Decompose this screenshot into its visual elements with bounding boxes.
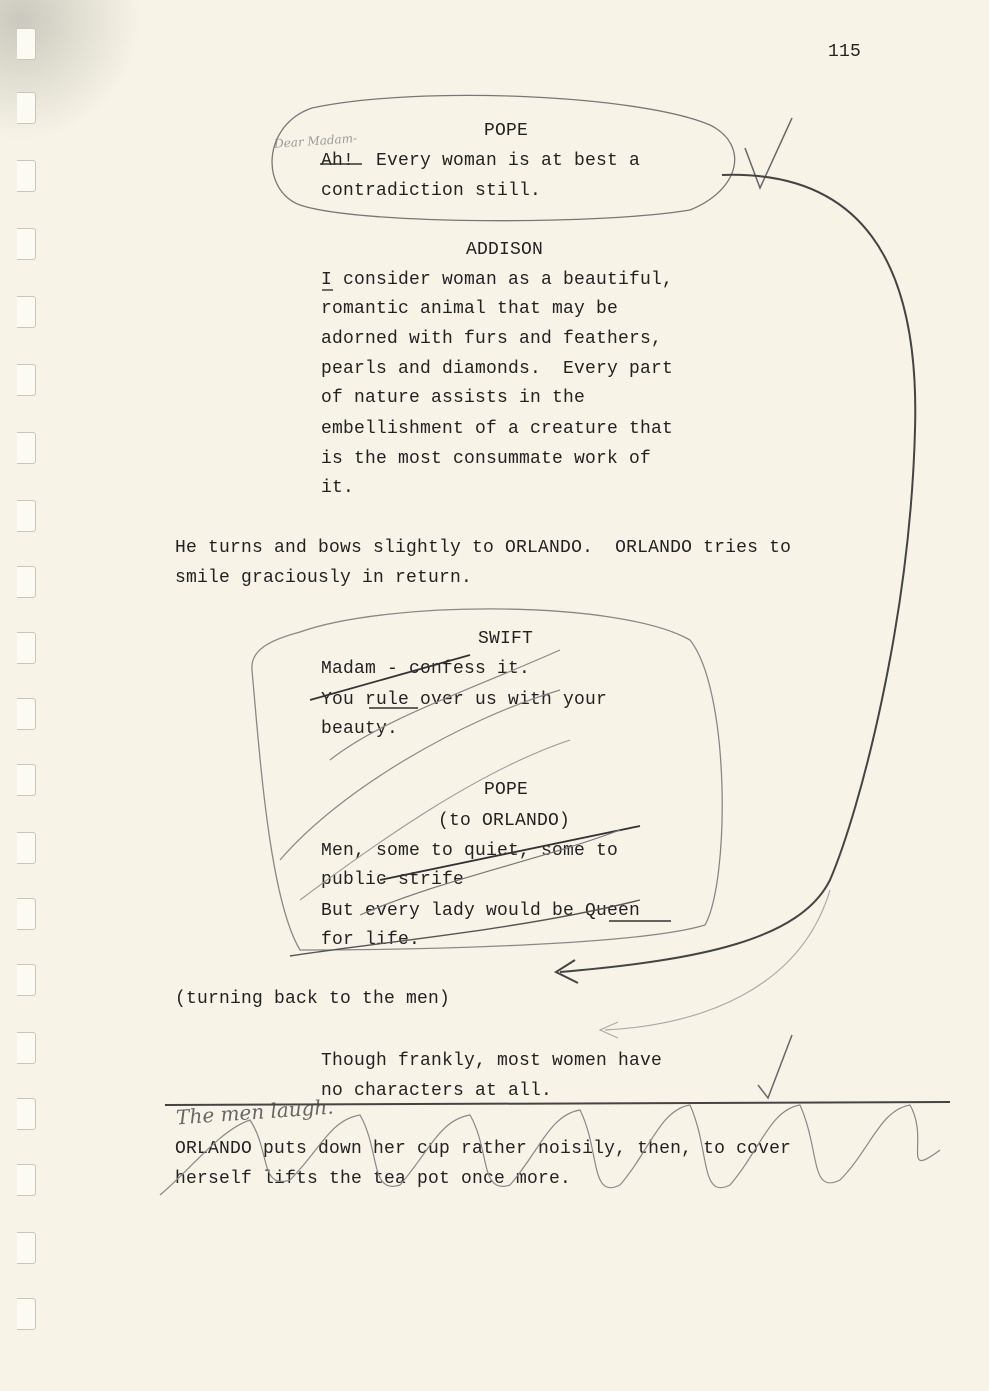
scribble-mark (160, 1105, 940, 1195)
dialogue-line: embellishment of a creature that (321, 419, 674, 439)
dialogue-line: But every lady would be Queen (321, 901, 641, 921)
action-line: He turns and bows slightly to ORLANDO. ORLANDO tries to (175, 538, 792, 558)
dialogue-line: You rule over us with your (321, 690, 608, 710)
action-line: herself lifts the tea pot once more. (175, 1169, 572, 1189)
cross-out-stroke (300, 740, 570, 900)
faint-arrow-line (605, 890, 830, 1030)
dialogue-line: Men, some to quiet, some to (321, 841, 619, 861)
check-mark (758, 1035, 792, 1098)
cross-out-stroke (280, 690, 560, 860)
dialogue-line: for life. (321, 930, 421, 950)
dialogue-line: public strife (321, 870, 465, 890)
character-name: ADDISON (466, 240, 544, 260)
character-name: POPE (484, 121, 529, 141)
action-line: ORLANDO puts down her cup rather noisily, then, to cover (175, 1139, 792, 1159)
cross-out-stroke (380, 826, 640, 880)
dialogue-line: adorned with furs and feathers, (321, 329, 663, 349)
page-number: 115 (828, 42, 862, 62)
character-name: SWIFT (478, 629, 534, 649)
dialogue-line: Though frankly, most women have (321, 1051, 663, 1071)
cross-out-stroke (310, 655, 470, 700)
action-line: smile graciously in return. (175, 568, 473, 588)
dialogue-line: romantic animal that may be (321, 299, 619, 319)
dialogue-line: of nature assists in the (321, 388, 586, 408)
character-name: POPE (484, 780, 529, 800)
dialogue-line: I consider woman as a beautiful, (321, 270, 674, 290)
dialogue-line: it. (321, 478, 355, 498)
divider-stroke (165, 1102, 950, 1105)
cross-out-stroke (360, 830, 620, 915)
cross-out-stroke (330, 650, 560, 760)
action-line: (turning back to the men) (175, 989, 451, 1009)
dialogue-line: is the most consummate work of (321, 449, 652, 469)
dialogue-line: contradiction still. (321, 181, 542, 201)
dialogue-line: beauty. (321, 719, 399, 739)
loop-mark (252, 609, 722, 950)
handwritten-note-dear-madam: Dear Madam- (273, 131, 358, 151)
parenthetical: (to ORLANDO) (438, 811, 571, 831)
arrow-line (560, 175, 915, 972)
dialogue-line: no characters at all. (321, 1081, 553, 1101)
handwritten-note-men-laugh: The men laugh. (175, 1094, 335, 1130)
dialogue-line: Madam - confess it. (321, 659, 531, 679)
circle-mark (272, 95, 735, 220)
dialogue-line: pearls and diamonds. Every part (321, 359, 674, 379)
dialogue-line: Ah! Every woman is at best a (321, 151, 641, 171)
